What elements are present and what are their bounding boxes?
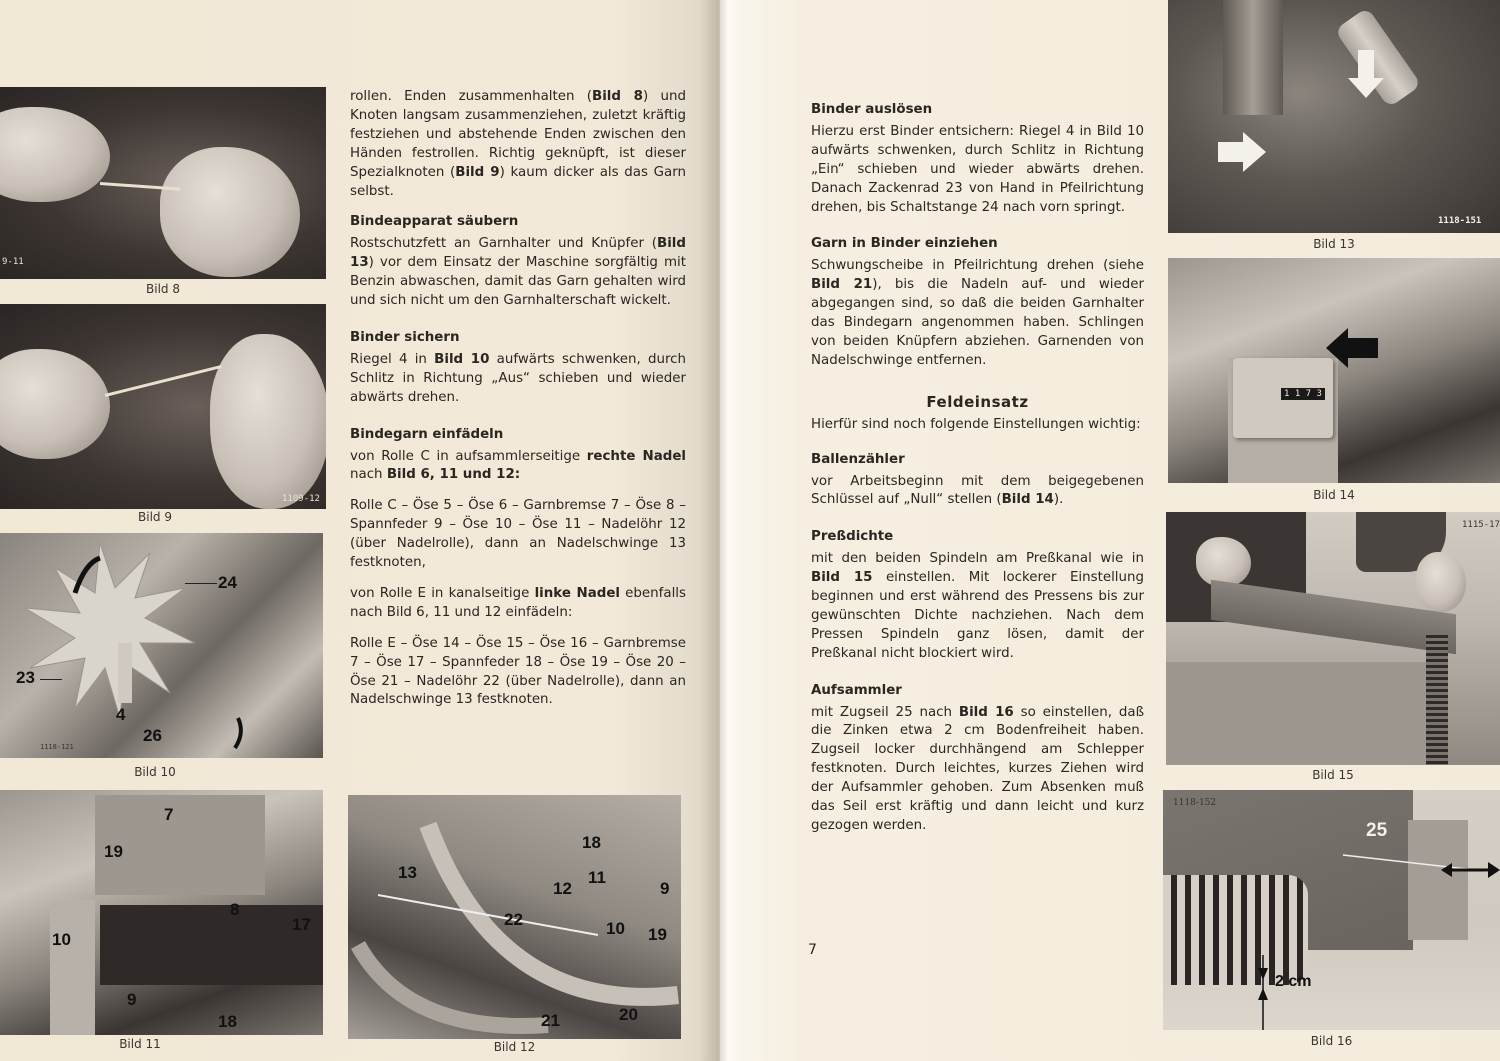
label-18: 18: [582, 833, 601, 852]
text-run: Riegel 4 in: [350, 351, 435, 367]
text-run: ) vor dem Einsatz der Maschine sorgfältig mit Benzin abwaschen, damit das Garn gehalten wird und sich nicht um den Garnhalterschaft wickelt.: [350, 255, 686, 309]
star-wheel: [25, 543, 195, 718]
figure-caption: Bild 8: [146, 282, 180, 296]
star-wheel-illustration: [0, 533, 323, 758]
photo-code: 1109-12: [282, 494, 320, 504]
rotation-arrow: [235, 718, 241, 748]
text-run: vor Arbeitsbeginn mit dem beigegebenen Schlüssel auf „Null“ stellen (: [811, 473, 1144, 508]
section-heading: Ballenzähler: [811, 451, 905, 467]
photo-code: 9-11: [2, 257, 24, 267]
bold-reference: Bild 9: [455, 164, 500, 180]
text-run: ) kaum dicker als das Garn selbst.: [350, 164, 686, 199]
right-sections-top: [811, 101, 1144, 371]
text-run: von Rolle C in aufsammlerseitige: [350, 448, 587, 464]
text-run: so einstellen, daß die Zinken etwa 2 cm Bodenfreiheit haben. Zugseil locker durchhängend am Schlepper festknoten. Durch leichtes, kurzes Ziehen wird der Aufsammler gehoben. Zum Absenken muß das Seil erst kräftig und dann leicht und kurz gezogen werden.: [811, 704, 1144, 833]
figure-caption: Bild 11: [119, 1037, 161, 1051]
label-25: 25: [1366, 820, 1388, 841]
label-17: 17: [292, 915, 311, 934]
label-4: 4: [116, 705, 126, 724]
bold-reference: Bild 6, 11 und 12:: [386, 467, 521, 483]
text-run: aufwärts schwenken, durch Schlitz in Richtung „Aus“ schieben und wieder abwärts drehen.: [350, 351, 686, 405]
section-intro: Hierfür sind noch folgende Einstellungen wichtig:: [811, 416, 1141, 432]
channel-shadow: [100, 905, 323, 985]
figure-bild-12-photo: [348, 795, 681, 1039]
text-run: Rostschutzfett an Garnhalter und Knüpfer (: [350, 236, 658, 252]
figure-bild-16-photo: [1163, 790, 1500, 1030]
section-paragraph: [350, 497, 686, 573]
right-hand: [160, 147, 300, 277]
arrow-head: [1258, 968, 1268, 980]
label-9: 9: [127, 990, 137, 1009]
label-19: 19: [104, 842, 123, 861]
figure-caption: Bild 16: [1310, 1034, 1353, 1048]
label-11: 11: [588, 868, 606, 887]
label-20: 20: [619, 1005, 638, 1024]
text-run: mit den beiden Spindeln am Preßkanal wie in: [811, 551, 1144, 567]
press-channel: [1166, 662, 1426, 765]
photo-code: 1118-151: [1438, 216, 1482, 226]
section-paragraph: [811, 257, 1144, 370]
left-sections: [350, 213, 686, 710]
text-run: Rolle C – Öse 5 – Öse 6 – Garnbremse 7 – Öse 8 – Spannfeder 9 – Öse 10 – Öse 11 – Nadelöhr 12 (über Nadelrolle), dann an Nadelschwinge 13 festknoten,: [350, 498, 686, 571]
label-23: 23: [16, 668, 35, 687]
bold-reference: Bild 13: [350, 236, 686, 271]
bold-reference: Bild 14: [1001, 492, 1054, 508]
text-run: ).: [1053, 492, 1064, 508]
label-24: 24: [218, 573, 237, 592]
section-paragraph: [811, 473, 1144, 511]
section-heading: Preßdichte: [811, 529, 894, 545]
black-arrow-icon: [1326, 328, 1378, 368]
text-run: Hierzu erst Binder entsichern: Riegel 4 in Bild 10 aufwärts schwenken, durch Schlitz in Richtung „Ein“ schieben und wieder abwärts drehen. Danach Zackenrad 23 von Hand in Pfeilrichtung drehen, bis Schaltstange 24 nach vorn springt.: [811, 123, 1144, 215]
hand: [1416, 552, 1466, 612]
left-text-column: [350, 88, 686, 722]
figure-caption: Bild 10: [134, 765, 176, 779]
section-paragraph: [350, 448, 686, 486]
photo-code: 1115-17: [1462, 520, 1500, 530]
white-arrow-icon: [1218, 132, 1266, 172]
book-gutter: [700, 0, 740, 1061]
label-18: 18: [218, 1012, 237, 1031]
section-paragraph: [350, 585, 686, 623]
label-26: 26: [143, 726, 162, 745]
figure-caption: Bild 9: [138, 510, 172, 524]
figure-bild-11-photo: [0, 790, 323, 1035]
machine-post: [50, 900, 95, 1035]
right-hand: [210, 334, 326, 509]
figure-bild-8-photo: [0, 87, 326, 279]
counter-display: 1 1 7 3: [1281, 388, 1325, 400]
bold-reference: rechte Nadel: [586, 448, 686, 464]
text-run: ) und Knoten langsam zusammenziehen, zuletzt kräftig festziehen und abstehende Enden zwischen den Händen festrollen. Richtig geknüpft, ist dieser Spezialknoten (: [350, 89, 686, 180]
label-10: 10: [52, 930, 71, 949]
arrows-overlay: [1163, 790, 1500, 1030]
left-hand: [0, 349, 110, 459]
bold-reference: Bild 16: [958, 704, 1014, 720]
section-heading: Aufsammler: [811, 682, 902, 698]
text-run: einstellen. Mit lockerer Einstellung beginnen und erst während des Pressens bis zur gewünschten Dichte nachziehen. Nach dem Pressen Spindeln ganz lösen, damit der Preßkanal nicht blockiert wird.: [811, 570, 1144, 661]
figure-caption: Bild 13: [1313, 237, 1355, 251]
text-run: ), bis die Nadeln auf- und wieder abgegangen sind, so daß die beiden Garnhalter das Bindegarn angenommen haben. Schlingen von beiden Knüpfern abziehen. Garnenden von Nadelschwinge entfernen.: [811, 277, 1144, 368]
label-19: 19: [648, 925, 667, 944]
figure-bild-10-photo: [0, 533, 323, 758]
photo-code: 1118-121: [40, 743, 74, 751]
left-hand: [0, 107, 110, 202]
bold-reference: Bild 10: [434, 351, 490, 367]
section-paragraph: [350, 351, 686, 408]
label-7: 7: [164, 805, 174, 824]
label-8: 8: [230, 900, 240, 919]
intro-paragraph: [350, 88, 686, 201]
figure-caption: Bild 14: [1313, 488, 1355, 502]
label-10: 10: [606, 919, 625, 938]
text-run: mit Zugseil 25 nach: [811, 704, 959, 720]
bold-reference: linke Nadel: [534, 585, 620, 601]
figure-bild-13-photo: [1168, 0, 1500, 233]
figure-bild-14-photo: [1168, 258, 1500, 483]
white-arrow-icon: [1348, 50, 1384, 98]
bold-reference: Bild 21: [811, 277, 873, 293]
twine: [105, 365, 222, 397]
section-heading: Bindeapparat säubern: [350, 214, 519, 230]
text-run: rollen. Enden zusammenhalten (: [350, 89, 592, 104]
arrow-head: [1488, 862, 1500, 878]
latch-bar: [118, 643, 132, 703]
text-run: von Rolle E in kanalseitige: [350, 585, 535, 601]
section-heading: Garn in Binder einziehen: [811, 236, 998, 252]
page-number: 7: [808, 942, 817, 958]
photo-code: 1118-152: [1173, 798, 1217, 808]
arrow-head: [1258, 988, 1268, 1000]
spindle-spring: [1426, 632, 1448, 765]
section-paragraph: [350, 235, 686, 311]
section-title-feldeinsatz: Feldeinsatz: [926, 392, 1029, 411]
section-paragraph: [811, 704, 1144, 836]
bold-reference: Bild 8: [592, 89, 643, 104]
text-run: ebenfalls nach Bild 6, 11 und 12 einfädeln:: [350, 585, 686, 620]
right-sections-bottom: [811, 451, 1144, 836]
leader-line: [40, 679, 62, 680]
text-run: Rolle E – Öse 14 – Öse 15 – Öse 16 – Garnbremse 7 – Öse 17 – Spannfeder 18 – Öse 19 – Öse 20 – Öse 21 – Nadelöhr 22 (über Nadelrolle), dann an Nadelschwinge 13 festknoten.: [350, 635, 686, 708]
right-text-column: [811, 101, 1144, 848]
leader-line: [185, 583, 217, 584]
figure-caption: Bild 12: [493, 1040, 536, 1054]
label-12: 12: [553, 879, 572, 898]
bold-reference: Bild 15: [811, 570, 873, 586]
clearance-label: 2 cm: [1275, 973, 1312, 990]
arrows-overlay: [1168, 258, 1500, 483]
section-paragraph: [350, 635, 686, 711]
figure-bild-9-photo: [0, 304, 326, 509]
label-21: 21: [541, 1011, 560, 1030]
section-paragraph: [811, 550, 1144, 663]
hand: [1196, 537, 1251, 587]
section-heading: Binder auslösen: [811, 102, 933, 117]
section-paragraph: [811, 123, 1144, 218]
figure-bild-15-photo: [1166, 512, 1500, 765]
figure-caption: Bild 15: [1312, 768, 1354, 782]
section-heading: Binder sichern: [350, 329, 460, 345]
text-run: nach: [350, 467, 387, 483]
text-run: Schwungscheibe in Pfeilrichtung drehen (siehe: [811, 258, 1144, 274]
label-13: 13: [398, 863, 417, 882]
arrows-overlay: [1168, 0, 1500, 233]
label-22: 22: [504, 910, 523, 929]
section-heading: Bindegarn einfädeln: [350, 426, 504, 442]
label-9: 9: [660, 879, 670, 898]
arrow-head: [1441, 863, 1452, 877]
